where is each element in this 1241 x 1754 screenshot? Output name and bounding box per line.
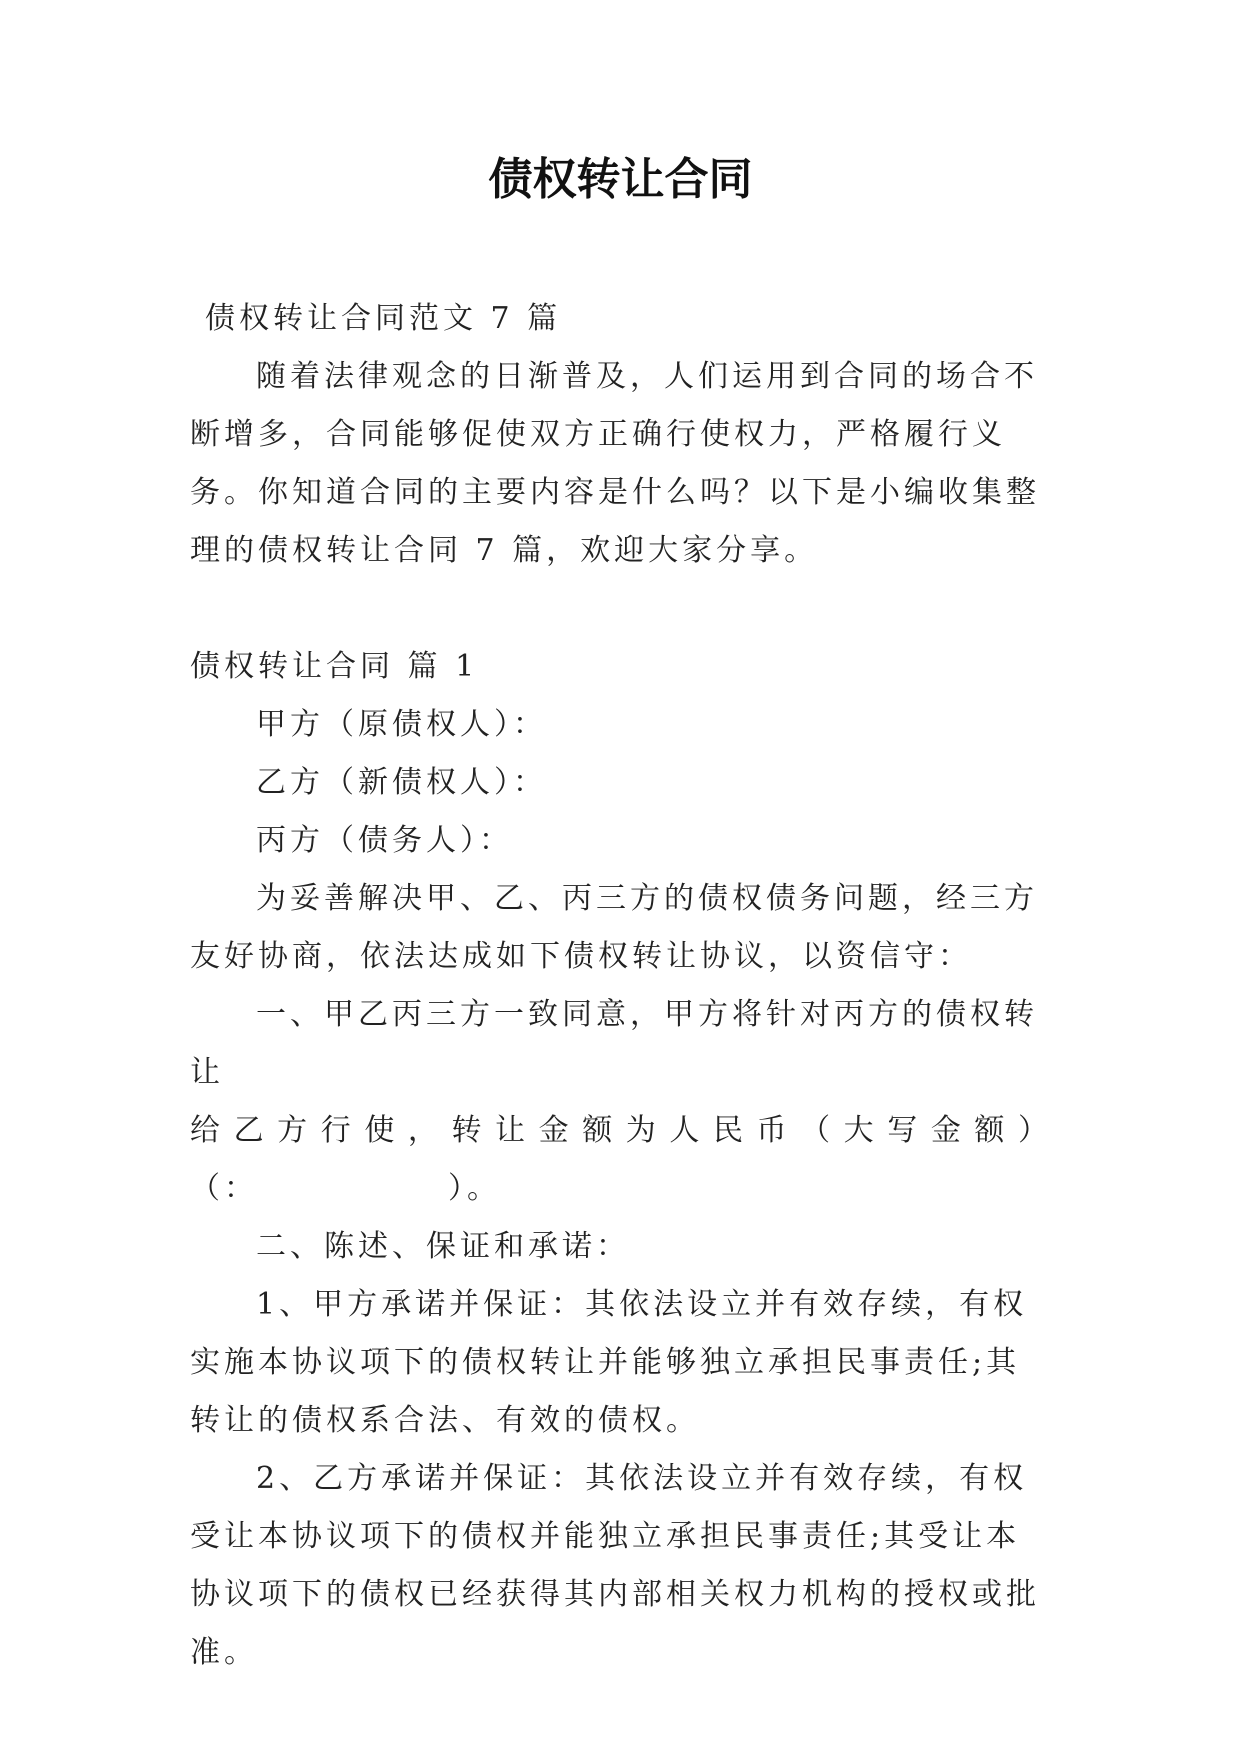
clause-2-heading: 二、陈述、保证和承诺： <box>256 1229 630 1264</box>
amount-open-bracket: （： <box>190 1171 258 1206</box>
clause-2-item-1: 1、甲方承诺并保证：其依法设立并有效存续，有权实施本协议项下的债权转让并能够独立承担民事责任;其转让的债权系合法、有效的债权。 <box>190 1287 1028 1438</box>
document-title: 债权转让合同 <box>488 154 753 205</box>
document-subtitle: 债权转让合同范文 7 篇 <box>205 301 562 336</box>
intro-paragraph: 随着法律观念的日渐普及，人们运用到合同的场合不断增多，合同能够促使双方正确行使权力，严格履行义务。你知道合同的主要内容是什么吗？以下是小编收集整理的债权转让合同 7 篇，欢迎大家分享。 <box>190 359 1040 568</box>
party-c-line: 丙方（债务人）： <box>256 823 513 858</box>
clause-1-line-1: 一、甲乙丙三方一致同意，甲方将针对丙方的债权转让 <box>190 997 1038 1090</box>
clause-2-item-2: 2、乙方承诺并保证：其依法设立并有效存续，有权受让本协议项下的债权并能独立承担民事责任;其受让本协议项下的债权已经获得其内部相关权力机构的授权或批准。 <box>190 1461 1040 1670</box>
clause-1-amount-line <box>190 1160 1052 1218</box>
paragraph-gap <box>190 580 1052 638</box>
amount-close-bracket: ）。 <box>448 1171 501 1206</box>
party-b-line: 乙方（新债权人）： <box>256 765 547 800</box>
clause-1-line-2: 给乙方行使，转让金额为人民币（大写金额） <box>190 1113 1052 1148</box>
purpose-paragraph: 为妥善解决甲、乙、丙三方的债权债务问题，经三方友好协商，依法达成如下债权转让协议，以资信守： <box>190 881 1038 974</box>
document-body <box>190 290 1052 1682</box>
section-heading: 债权转让合同 篇 1 <box>190 649 479 684</box>
party-a-line: 甲方（原债权人）： <box>256 707 547 742</box>
